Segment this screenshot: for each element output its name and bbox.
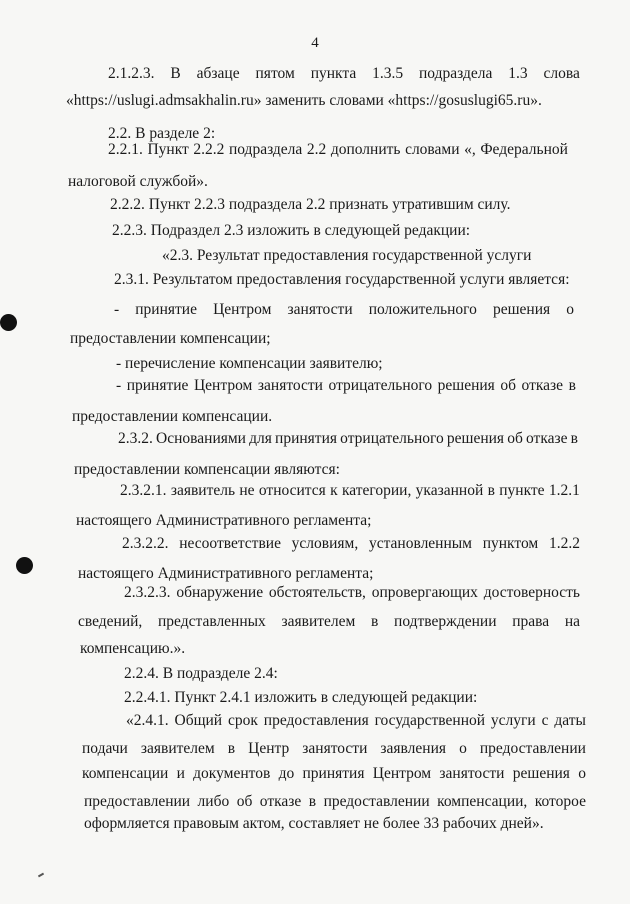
word: несоответствие <box>179 535 281 552</box>
word: отрицательного <box>328 377 433 394</box>
text-line: предоставлении компенсации являются: <box>74 461 340 478</box>
word: об <box>236 793 253 810</box>
text-line <box>108 141 568 159</box>
word: в <box>227 740 236 757</box>
text-line: - перечисление компенсации заявителю; <box>116 355 383 372</box>
word: пунктом <box>482 535 539 552</box>
text-line: 2.3.1. Результатом предоставления государственной услуги является: <box>114 271 570 288</box>
word: с <box>541 712 549 729</box>
text-line <box>82 740 586 758</box>
word: обстоятельств, <box>268 584 366 601</box>
text-line <box>82 765 586 783</box>
text-line: оформляется правовым актом, составляет не более 33 рабочих дней». <box>84 815 544 832</box>
word: заявителем <box>140 740 215 757</box>
word: документов <box>193 765 271 782</box>
text-line <box>126 712 586 730</box>
word: права <box>512 613 550 630</box>
word: принятия <box>302 765 365 782</box>
text-line: предоставлении компенсации. <box>72 408 273 425</box>
word: положительного <box>368 301 477 318</box>
word: 2.3.2.3. <box>124 584 171 601</box>
word: либо <box>197 793 230 810</box>
word: 2.3.2.1. <box>120 482 167 499</box>
word: абзаце <box>196 65 240 82</box>
word: об <box>507 430 523 447</box>
word: 1.3.5 <box>372 65 404 82</box>
word: предоставлении <box>323 793 430 810</box>
word: отрицательного <box>340 430 444 447</box>
text-line <box>124 584 580 602</box>
word: в <box>371 613 379 630</box>
word: занятости <box>439 765 505 782</box>
word: Центром <box>193 377 253 394</box>
word: предоставления <box>263 712 369 729</box>
word: на <box>564 613 580 630</box>
word: относится <box>258 482 326 499</box>
word: отказе <box>521 377 564 394</box>
word: подраздела <box>228 141 303 158</box>
word: 2.3.2.2. <box>122 535 169 552</box>
text-line: налоговой службой». <box>68 173 208 190</box>
word: Основаниями <box>156 430 246 447</box>
word: 2.2.2 <box>193 141 225 158</box>
word: об <box>500 377 516 394</box>
word: решения <box>512 765 570 782</box>
word: словами <box>405 141 460 158</box>
word: категории, <box>341 482 412 499</box>
text-line: «https://uslugi.admsakhalin.ru» заменить словами «https://gosuslugi65.ru». <box>66 92 542 109</box>
word: в <box>308 793 317 810</box>
word: решения <box>437 377 495 394</box>
text-line: «2.3. Результат предоставления государственной услуги <box>162 247 532 264</box>
text-line <box>78 613 580 631</box>
word: пункта <box>310 65 357 82</box>
word: условиям, <box>291 535 359 552</box>
word: 2.2 <box>306 141 327 158</box>
word: опровергающих <box>371 584 478 601</box>
word: занятости <box>287 301 353 318</box>
word: подтверждении <box>394 613 497 630</box>
word: о <box>566 301 574 318</box>
text-line: настоящего Административного регламента; <box>76 512 372 529</box>
word: 2.2.1. <box>108 141 143 158</box>
text-line: предоставлении компенсации; <box>70 330 271 347</box>
text-line: 2.2.4.1. Пункт 2.4.1 изложить в следующей редакции: <box>124 689 478 706</box>
word: к <box>330 482 338 499</box>
text-line <box>116 377 576 395</box>
text-line: 2.2.4. В подразделе 2.4: <box>124 665 278 682</box>
text-line: компенсацию.». <box>80 640 186 657</box>
word: Центр <box>248 740 290 757</box>
word: о <box>578 765 586 782</box>
scan-mark <box>38 873 44 878</box>
word: до <box>278 765 295 782</box>
word: не <box>239 482 255 499</box>
word: заявления <box>380 740 447 757</box>
word: государственной <box>374 712 486 729</box>
word: установленным <box>368 535 472 552</box>
word: 1.2.2 <box>548 535 580 552</box>
word: занятости <box>257 377 323 394</box>
word: «, <box>464 141 476 158</box>
word: 2.3.2. <box>118 430 153 447</box>
word: в <box>570 430 578 447</box>
word: отказе <box>526 430 568 447</box>
text-line: 2.2.2. Пункт 2.2.3 подраздела 2.2 признать утратившим силу. <box>110 196 511 213</box>
word: Центром <box>372 765 432 782</box>
word: достоверность <box>483 584 580 601</box>
punch-hole-bottom <box>16 557 33 574</box>
text-line <box>120 482 580 500</box>
text-line: настоящего Административного регламента; <box>78 565 374 582</box>
word: для <box>249 430 272 447</box>
word: В <box>170 65 181 82</box>
word: даты <box>554 712 586 729</box>
word: Центром <box>213 301 272 318</box>
word: слова <box>543 65 580 82</box>
word: срок <box>227 712 258 729</box>
word: и <box>176 765 185 782</box>
word: Пункт <box>147 141 189 158</box>
word: 2.1.2.3. <box>108 65 155 82</box>
word: решения <box>492 301 551 318</box>
word: - <box>114 301 120 318</box>
word: в <box>487 482 495 499</box>
text-line <box>122 535 580 553</box>
word: в <box>568 377 576 394</box>
word: пункте <box>499 482 545 499</box>
word: Федеральной <box>480 141 568 158</box>
page-number: 4 <box>311 35 319 51</box>
word: принятие <box>135 301 197 318</box>
text-line <box>108 65 580 83</box>
text-line: 2.2. В разделе 2: <box>108 125 216 142</box>
word: предоставлении <box>84 793 191 810</box>
word: подачи <box>82 740 128 757</box>
word: предоставлении <box>479 740 586 757</box>
word: принятия <box>275 430 338 447</box>
word: принятие <box>126 377 189 394</box>
word: решения <box>446 430 505 447</box>
word: заявителем <box>281 613 356 630</box>
punch-hole-top <box>0 314 17 331</box>
word: о <box>459 740 467 757</box>
word: заявитель <box>170 482 236 499</box>
word: занятости <box>302 740 368 757</box>
word: - <box>116 377 122 394</box>
word: услуги <box>490 712 536 729</box>
word: Общий <box>174 712 223 729</box>
word: сведений, <box>78 613 143 630</box>
text-line: 2.2.3. Подраздел 2.3 изложить в следующей редакции: <box>112 222 471 239</box>
word: 1.3 <box>508 65 528 82</box>
word: представленных <box>158 613 266 630</box>
word: которое <box>534 793 586 810</box>
text-line <box>118 430 578 448</box>
word: обнаружение <box>176 584 264 601</box>
word: дополнить <box>330 141 401 158</box>
word: компенсации, <box>437 793 528 810</box>
word: указанной <box>415 482 484 499</box>
text-line <box>114 301 574 319</box>
word: подраздела <box>419 65 493 82</box>
word: 1.2.1 <box>548 482 580 499</box>
word: «2.4.1. <box>126 712 169 729</box>
word: пятом <box>255 65 295 82</box>
word: отказе <box>259 793 302 810</box>
text-line <box>84 793 586 811</box>
word: компенсации <box>82 765 169 782</box>
